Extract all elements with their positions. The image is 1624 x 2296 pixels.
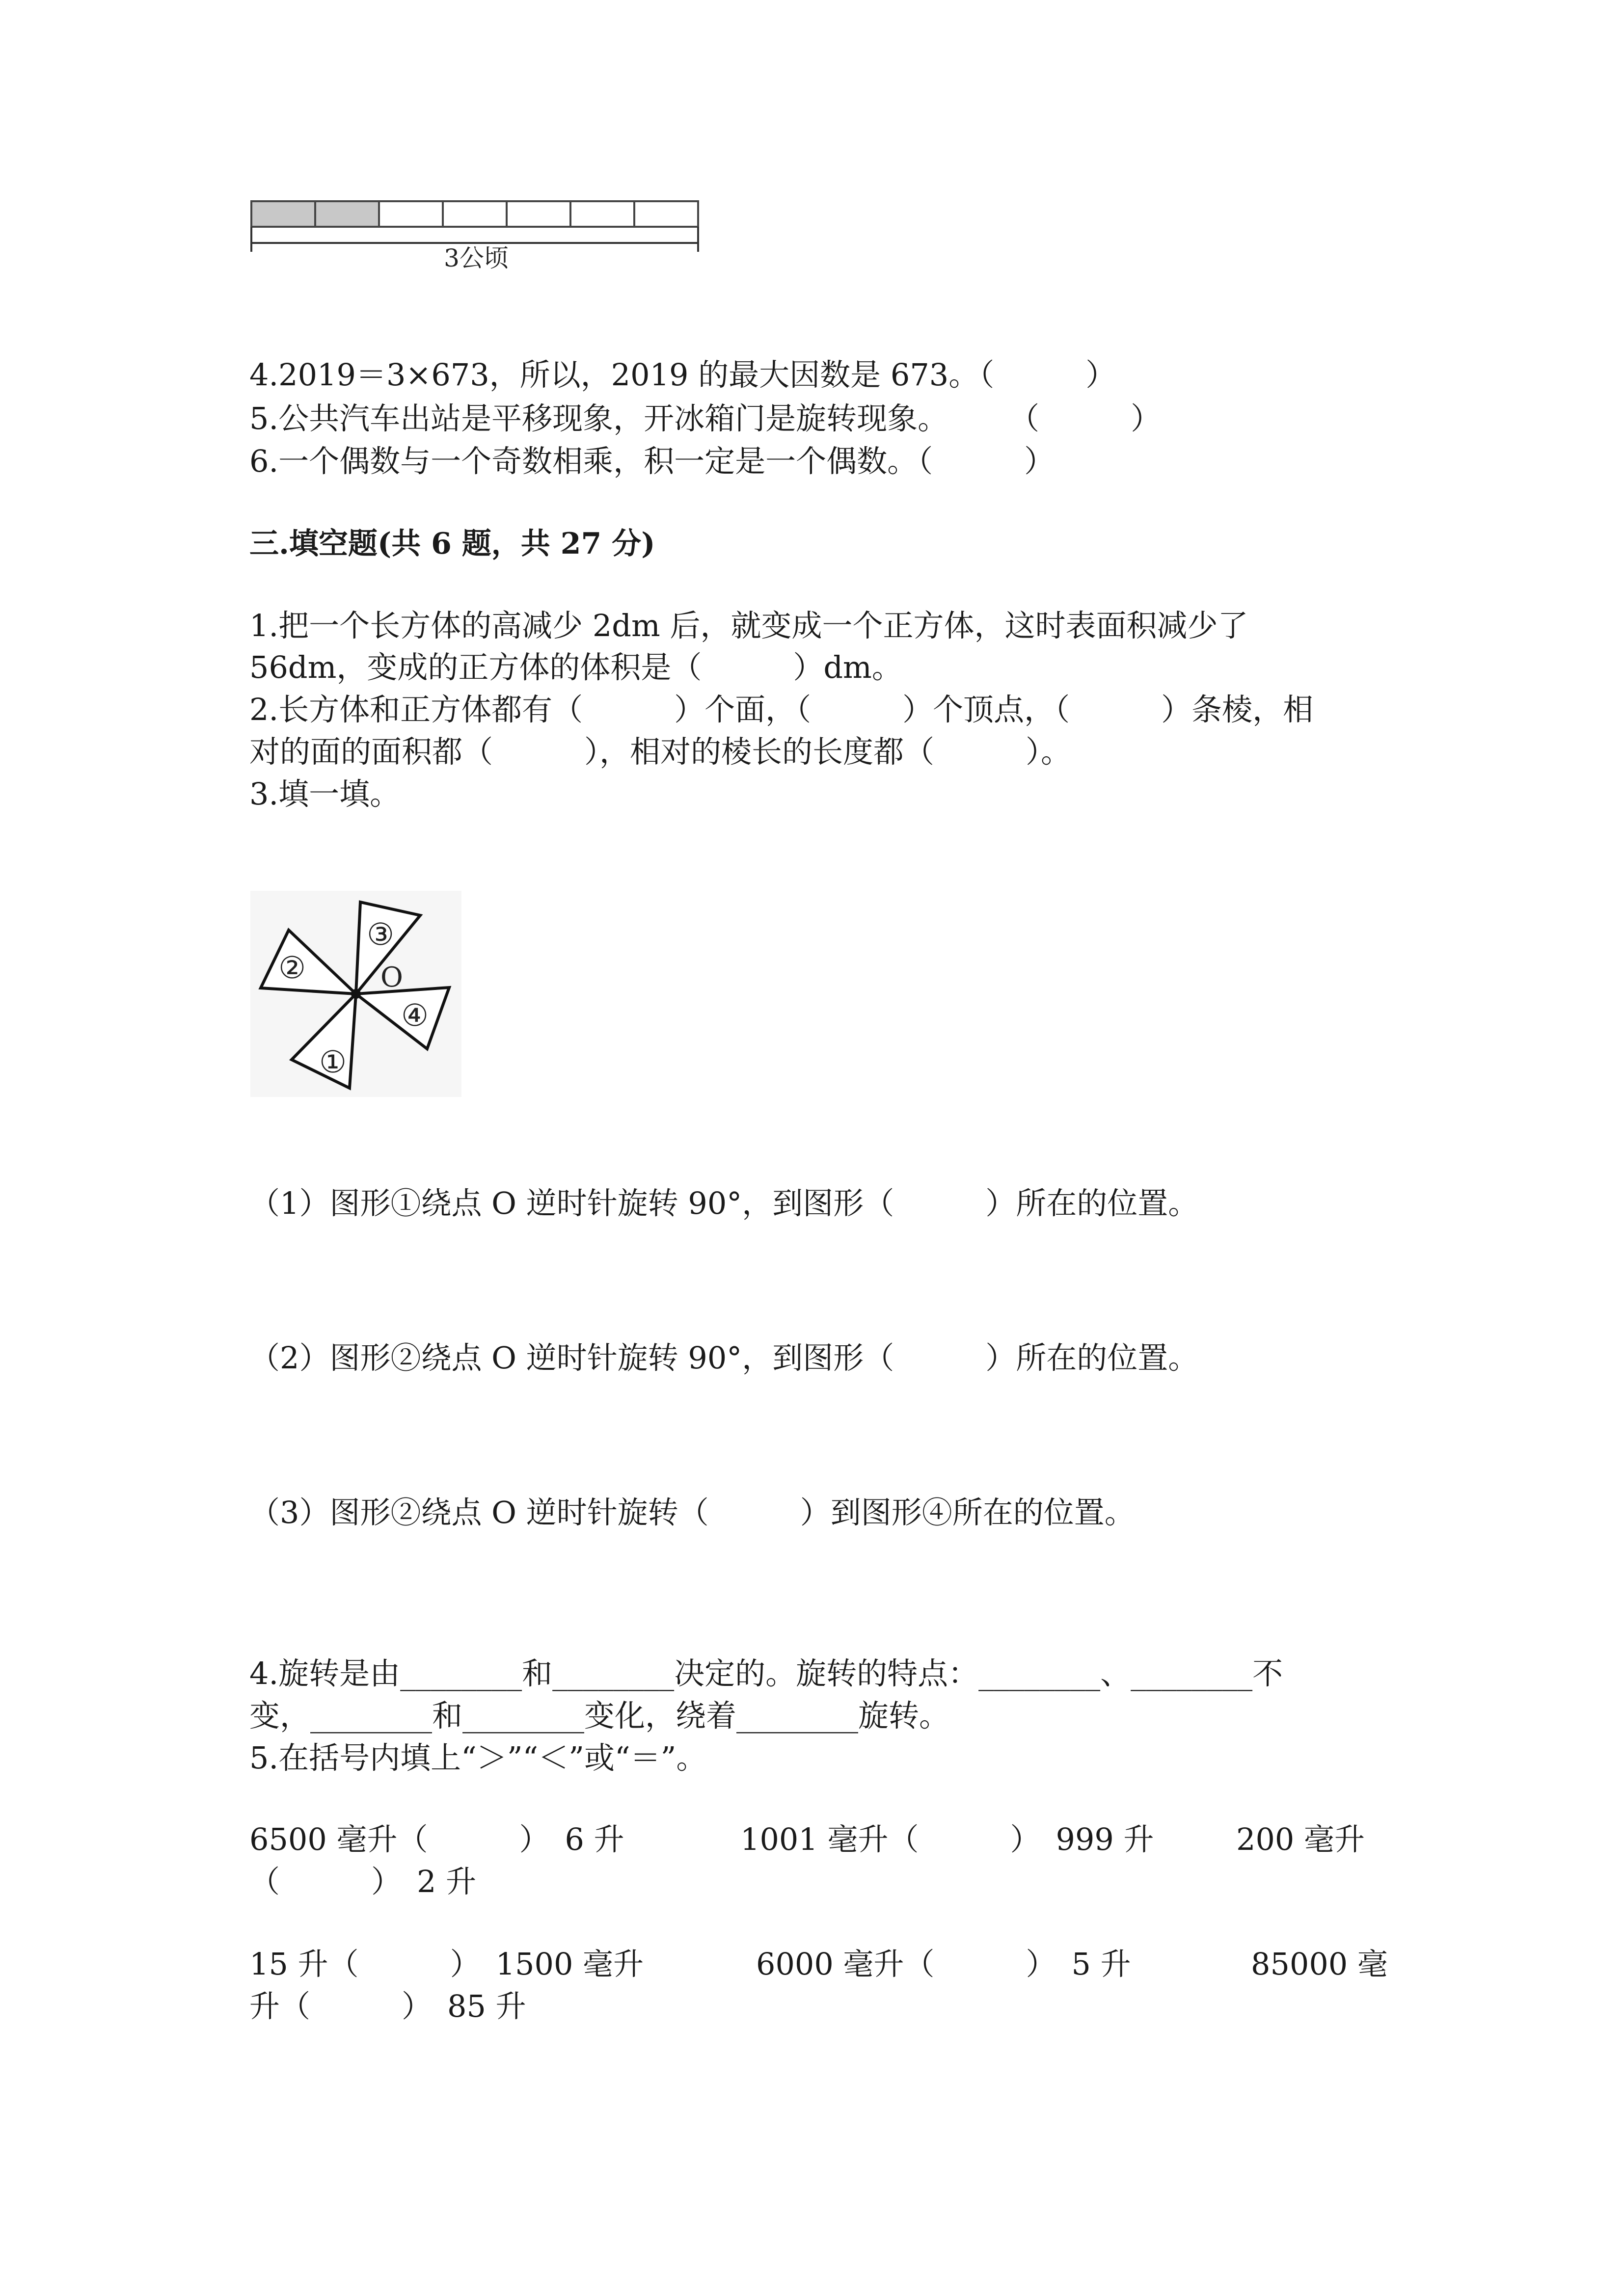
judge-q5: 5.公共汽车出站是平移现象，开冰箱门是旋转现象。 （ ） [249,400,1162,436]
fill-q4-line2: 变，________和________变化，绕着________旋转。 [249,1698,950,1734]
strip-shaded-cell-1 [251,201,315,227]
fill-q3: 3.填一填。 [249,776,401,812]
pinwheel-label-3: ③ [367,916,394,952]
pinwheel-figure [250,891,461,1097]
fill-q1-line2: 56dm，变成的正方体的体积是（ ）dm。 [249,649,902,685]
pinwheel-center-label: O [380,961,403,993]
judge-q4: 4.2019＝3×673，所以，2019 的最大因数是 673。（ ） [249,357,1116,393]
fill-q3-sub1: （1）图形①绕点 O 逆时针旋转 90°，到图形（ ）所在的位置。 [249,1185,1199,1221]
fill-q3-sub3: （3）图形②绕点 O 逆时针旋转（ ）到图形④所在的位置。 [249,1495,1135,1530]
pinwheel-center-point [351,989,361,999]
strip-cell-3 [379,201,443,227]
compare-row2-a: 15 升（ ） 1500 毫升 [249,1946,644,1982]
pinwheel-label-1: ① [319,1044,347,1080]
section3-title: 三.填空题(共 6 题，共 27 分) [249,527,655,561]
fill-q4-line1: 4.旋转是由________和________决定的。旋转的特点：________、________不 [249,1655,1283,1691]
compare-row1-b: 1001 毫升（ ） 999 升 [740,1821,1154,1857]
compare-row2-c: 85000 毫 [1251,1946,1388,1982]
pinwheel-label-2: ② [278,950,306,986]
strip-cell-5 [507,201,570,227]
strip-shaded-cell-2 [315,201,379,227]
fill-q1-line1: 1.把一个长方体的高减少 2dm 后，就变成一个正方体，这时表面积减少了 [249,608,1248,643]
strip-cell-7 [634,201,698,227]
strip-cell-4 [443,201,507,227]
pinwheel-label-4: ④ [401,997,429,1033]
strip-cell-6 [570,201,634,227]
compare-row1-c: 200 毫升 [1236,1821,1365,1857]
hectare-strip-figure [245,194,707,282]
strip-label: 3公顷 [444,244,509,272]
compare-row1-a: 6500 毫升（ ） 6 升 [249,1821,624,1857]
fill-q5: 5.在括号内填上“＞”“＜”或“＝”。 [249,1740,707,1776]
fill-q3-sub2: （2）图形②绕点 O 逆时针旋转 90°，到图形（ ）所在的位置。 [249,1340,1199,1376]
compare-row2-b: 6000 毫升（ ） 5 升 [756,1946,1131,1982]
judge-q6: 6.一个偶数与一个奇数相乘，积一定是一个偶数。（ ） [249,443,1055,479]
fill-q2-line1: 2.长方体和正方体都有（ ）个面，（ ）个顶点，（ ）条棱，相 [249,692,1314,727]
compare-row2-c-cont: 升（ ） 85 升 [249,1988,526,2024]
compare-row1-c-cont: （ ） 2 升 [249,1864,477,1899]
fill-q2-line2: 对的面的面积都（ ），相对的棱长的长度都（ ）。 [249,734,1072,770]
